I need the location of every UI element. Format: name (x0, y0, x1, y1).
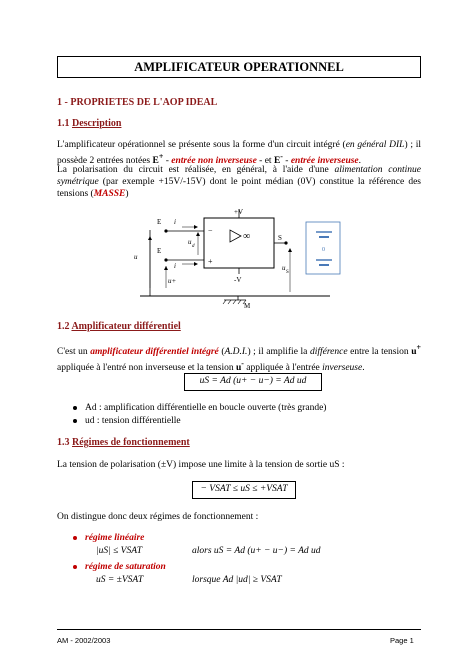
text-italic: inverseuse (322, 363, 363, 374)
u-sup: + (416, 343, 421, 352)
i-plus-label: i (174, 262, 176, 270)
footer-page-number: Page 1 (390, 636, 414, 645)
text: ) ; il possède 2 entrées notées (57, 140, 421, 167)
gain-symbol: ∞ (243, 231, 251, 242)
saturation-value: uS = ±VSAT (96, 575, 144, 585)
lineaire-condition: |uS| ≤ VSAT (96, 546, 142, 556)
text: - et (256, 156, 274, 167)
s-label: S (278, 234, 282, 242)
i-minus-label: i (174, 218, 176, 226)
text: La polarisation du circuit est réalisée, en général, à l'aide d'une (57, 165, 335, 175)
text: appliquée à l'entré non inverseuse et la tension (57, 363, 236, 374)
text: - (282, 156, 291, 167)
section-title: Régimes de fonctionnement (72, 437, 190, 448)
section-title: Description (72, 118, 122, 129)
regime-saturation-label: régime de saturation (85, 562, 166, 572)
us-label: u (282, 264, 286, 272)
section-title: Amplificateur différentiel (71, 321, 181, 332)
ad-formula: uS = Ad (u+ − u−) = Ad ud (184, 373, 322, 391)
eplus-symbol: E (152, 156, 159, 167)
section-1-heading: 1 - PROPRIETES DE L'AOP IDEAL (57, 97, 218, 108)
section-1-1-heading (57, 118, 121, 129)
text: entre la tension (347, 347, 412, 358)
vplus-label: +V (234, 208, 244, 216)
text: . (362, 363, 365, 374)
text: - (163, 156, 172, 167)
text-italic: en général DIL (345, 140, 405, 150)
adi-paragraph (57, 342, 421, 374)
description-paragraph-1 (57, 139, 421, 167)
bullet-text: Ad : amplification différentielle en boucle ouverte (très grande) (85, 403, 327, 413)
bullet-dot (73, 406, 77, 410)
masse-label: MASSE (93, 189, 126, 199)
regimes-intro: On distingue donc deux régimes de fonctionnement : (57, 512, 259, 522)
e-plus-label: E (157, 247, 162, 255)
eplus-sup: + (158, 152, 164, 161)
text-italic: différence (309, 347, 348, 358)
bullet-dot (73, 536, 77, 540)
opamp-diagram (120, 200, 360, 312)
text: ( (218, 347, 225, 358)
text-italic: A.D.I. (224, 347, 248, 358)
m-label: M (244, 302, 251, 310)
section-1-2-heading (57, 321, 181, 332)
section-number: 1.1 (57, 118, 70, 129)
u-sup: - (241, 359, 244, 369)
u-symbol: u (411, 347, 417, 358)
text: C'est un (57, 347, 91, 358)
section-number: 1.2 (57, 321, 70, 332)
eminus-symbol: E (273, 156, 281, 167)
section-1-3-heading (57, 437, 190, 448)
minus-sign: − (208, 226, 213, 235)
eplus-label: entrée non inverseuse (171, 156, 257, 167)
eminus-sup: - (280, 152, 283, 161)
u-symbol: u (235, 363, 242, 374)
text: appliquée à l'entrée (243, 363, 323, 374)
ud-sub: d (192, 244, 195, 249)
section-number: 1.3 (57, 437, 70, 448)
eminus-label: entrée inverseuse (290, 156, 359, 167)
saturation-limit-formula: − VSAT ≤ uS ≤ +VSAT (192, 481, 296, 499)
bullet-dot (73, 565, 77, 569)
adi-label: amplificateur différentiel intégré (90, 347, 219, 358)
e-minus-label: E (157, 218, 162, 226)
polarisation-paragraph: La tension de polarisation (±V) impose une limite à la tension de sortie uS : (57, 460, 345, 470)
bullet-regime-lineaire (73, 533, 144, 543)
footer-divider (57, 629, 421, 630)
bullet-ud (73, 416, 181, 426)
uminus-label: u (134, 253, 138, 261)
us-sub: S (286, 270, 289, 275)
regime-lineaire-label: régime linéaire (85, 533, 145, 543)
text: ) (125, 189, 129, 199)
text: . (358, 156, 362, 167)
bullet-text: ud : tension différentielle (85, 416, 181, 426)
bullet-regime-saturation (73, 562, 166, 572)
uplus-label: u+ (168, 277, 177, 285)
description-paragraph-2 (57, 164, 421, 200)
lineaire-formula: alors uS = Ad (u+ − u−) = Ad ud (192, 546, 321, 556)
footer-left: AM - 2002/2003 (57, 636, 111, 645)
text-italic: alimentation continue symétrique (57, 165, 421, 187)
ud-label: u (188, 238, 192, 246)
saturation-condition: lorsque Ad |ud| ≥ VSAT (192, 575, 282, 585)
plus-sign: + (208, 257, 213, 266)
zero-label: 0 (322, 247, 325, 253)
bullet-dot (73, 419, 77, 423)
text: L'amplificateur opérationnel se présente sous la forme d'un circuit intégré ( (57, 140, 346, 150)
document-title: AMPLIFICATEUR OPERATIONNEL (57, 56, 421, 78)
bullet-ad (73, 403, 326, 413)
text: (par exemple +15V/-15V) dont le point médian (0V) constitue la référence des tensions ( (57, 177, 421, 199)
vminus-label: -V (234, 276, 242, 284)
text: ) ; il amplifie la (247, 347, 310, 358)
